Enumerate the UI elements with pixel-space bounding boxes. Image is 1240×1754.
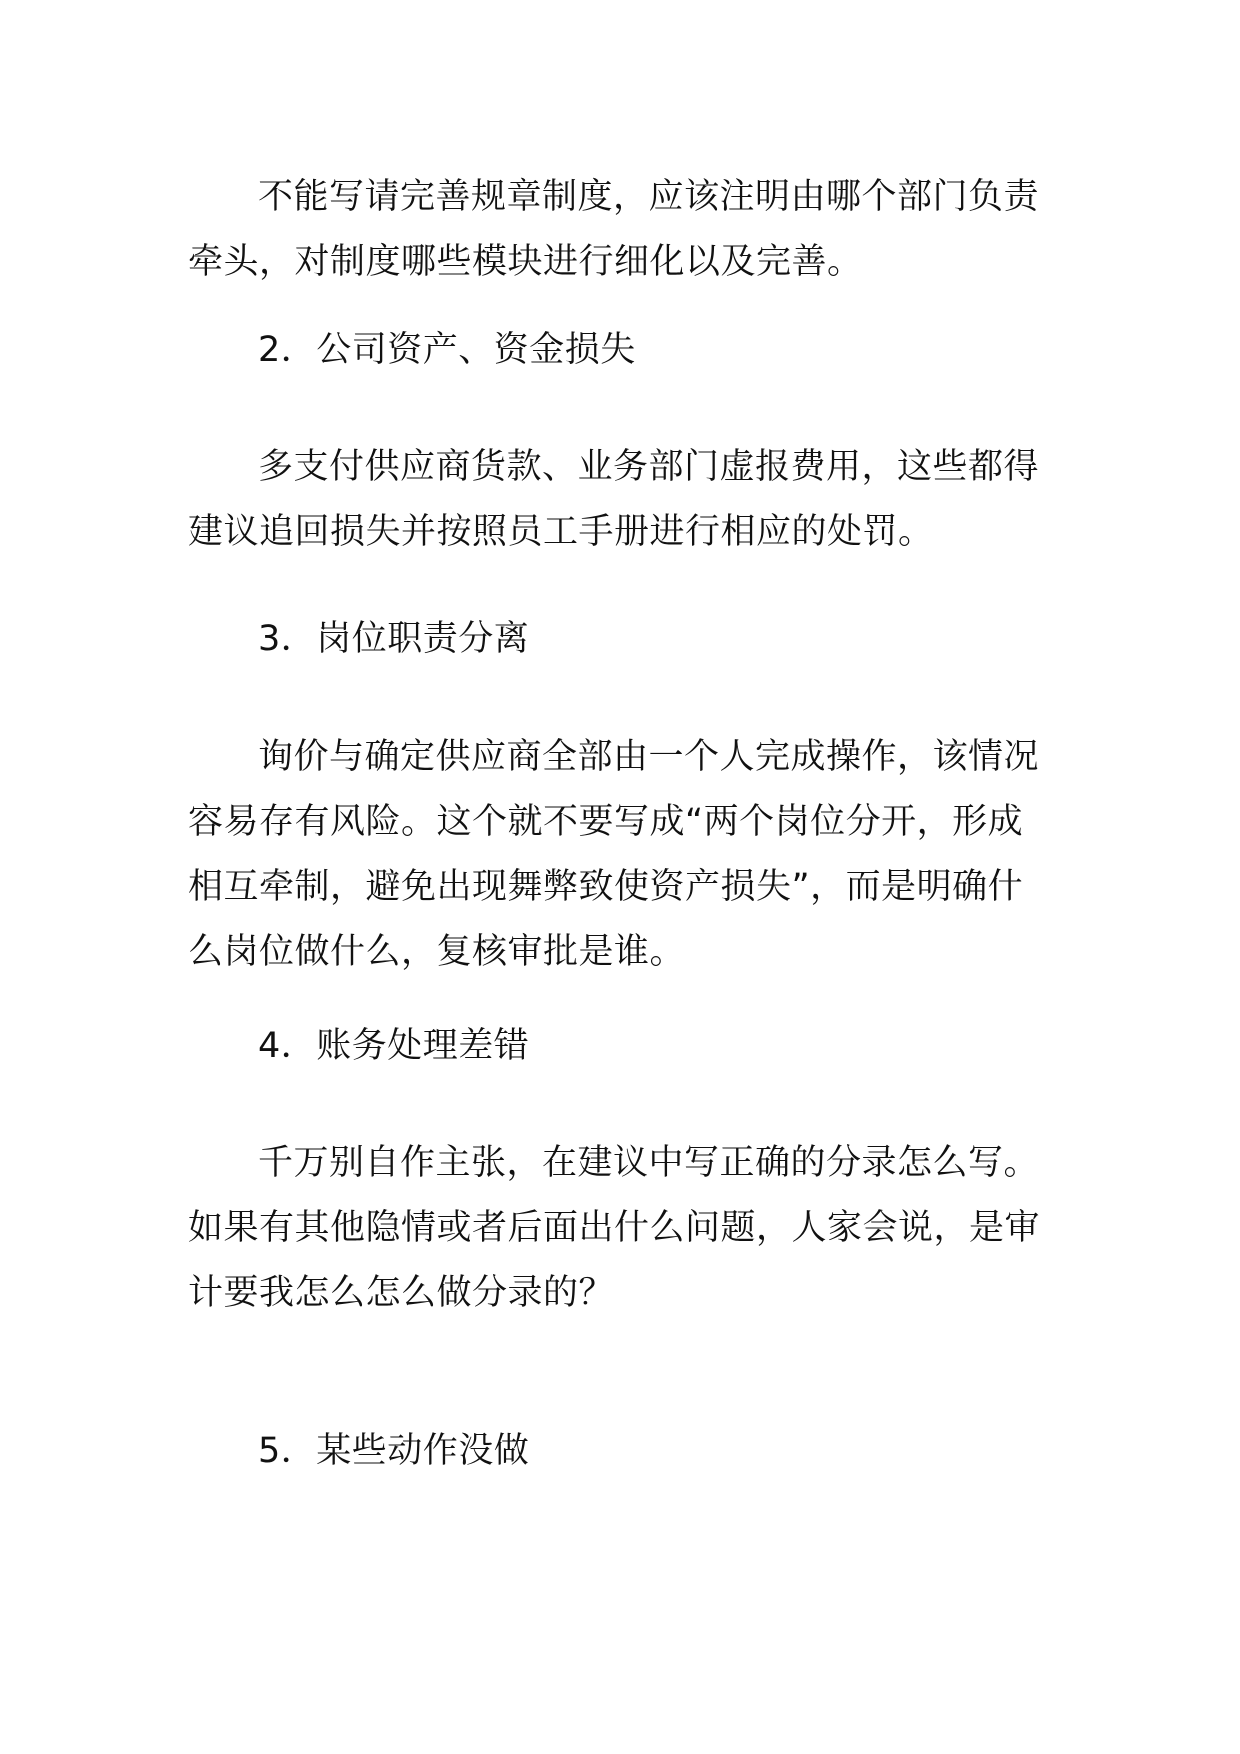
heading-actions-not-done: 5．某些动作没做 xyxy=(258,1431,530,1471)
heading-duty-separation: 3．岗位职责分离 xyxy=(258,619,530,659)
heading-asset-loss: 2．公司资产、资金损失 xyxy=(258,330,636,370)
paragraph-accounting-errors: 千万别自作主张，在建议中写正确的分录怎么写。如果有其他隐情或者后面出什么问题，人家会说，是审计要我怎么怎么做分录的？ xyxy=(188,1143,1041,1313)
heading-accounting-errors: 4．账务处理差错 xyxy=(258,1026,530,1066)
paragraph-duty-separation: 询价与确定供应商全部由一个人完成操作，该情况容易存有风险。这个就不要写成“两个岗位分开，形成相互牵制，避免出现舞弊致使资产损失”，而是明确什么岗位做什么，复核审批是谁。 xyxy=(188,737,1040,972)
paragraph-asset-loss: 多支付供应商货款、业务部门虚报费用，这些都得建议追回损失并按照员工手册进行相应的处罚。 xyxy=(188,447,1040,552)
paragraph-regulations: 不能写请完善规章制度，应该注明由哪个部门负责牵头，对制度哪些模块进行细化以及完善。 xyxy=(188,177,1040,282)
